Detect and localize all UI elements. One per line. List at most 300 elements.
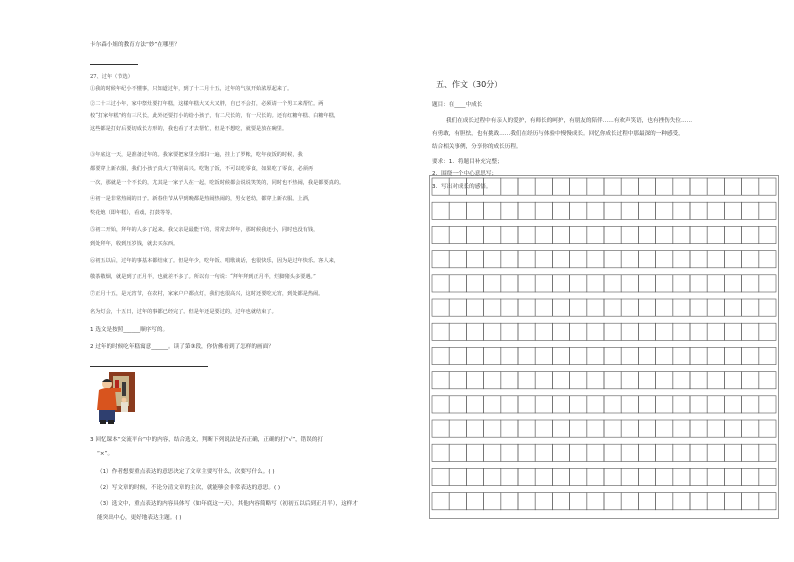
grid-cell[interactable] [673,299,690,316]
grid-cell[interactable] [466,372,483,389]
grid-cell[interactable] [432,275,449,292]
grid-cell[interactable] [552,444,569,461]
grid-cell[interactable] [621,251,638,268]
grid-cell[interactable] [484,420,501,437]
grid-cell[interactable] [570,251,587,268]
grid-cell[interactable] [656,444,673,461]
grid-cell[interactable] [518,323,535,340]
grid-cell[interactable] [638,226,655,243]
grid-cell[interactable] [621,202,638,219]
grid-cell[interactable] [449,444,466,461]
grid-cell[interactable] [432,420,449,437]
grid-cell[interactable] [466,299,483,316]
grid-cell[interactable] [466,444,483,461]
grid-cell[interactable] [621,468,638,485]
grid-cell[interactable] [432,493,449,510]
grid-cell[interactable] [673,178,690,195]
grid-cell[interactable] [759,493,776,510]
grid-cell[interactable] [604,468,621,485]
grid-cell[interactable] [501,251,518,268]
grid-cell[interactable] [570,420,587,437]
grid-cell[interactable] [759,420,776,437]
grid-row[interactable] [432,323,776,340]
grid-cell[interactable] [759,251,776,268]
grid-cell[interactable] [449,275,466,292]
grid-cell[interactable] [501,468,518,485]
grid-cell[interactable] [604,275,621,292]
grid-cell[interactable] [604,251,621,268]
grid-cell[interactable] [432,202,449,219]
grid-cell[interactable] [621,420,638,437]
grid-cell[interactable] [449,226,466,243]
grid-cell[interactable] [673,251,690,268]
grid-cell[interactable] [449,299,466,316]
grid-cell[interactable] [673,202,690,219]
grid-row[interactable] [432,420,776,437]
grid-cell[interactable] [449,347,466,364]
grid-cell[interactable] [466,396,483,413]
grid-cell[interactable] [570,202,587,219]
grid-cell[interactable] [759,468,776,485]
grid-cell[interactable] [484,444,501,461]
grid-cell[interactable] [673,372,690,389]
grid-cell[interactable] [432,347,449,364]
grid-cell[interactable] [656,299,673,316]
writing-grid[interactable] [429,175,794,519]
grid-cell[interactable] [535,202,552,219]
grid-cell[interactable] [432,396,449,413]
grid-cell[interactable] [501,420,518,437]
grid-cell[interactable] [742,493,759,510]
grid-cell[interactable] [587,396,604,413]
grid-cell[interactable] [432,323,449,340]
grid-cell[interactable] [690,202,707,219]
grid-cell[interactable] [724,493,741,510]
grid-cell[interactable] [638,396,655,413]
grid-cell[interactable] [484,251,501,268]
grid-cell[interactable] [484,178,501,195]
grid-cell[interactable] [484,493,501,510]
grid-cell[interactable] [707,251,724,268]
grid-cell[interactable] [484,396,501,413]
grid-cell[interactable] [535,493,552,510]
grid-cell[interactable] [535,444,552,461]
passage-line: ③年底这一天，是准备过年的。我家要把家里全部扫一遍，挂上了罗帐，吃年夜饭的时候，我 [90,152,303,158]
grid-cell[interactable] [742,251,759,268]
grid-cell[interactable] [501,299,518,316]
grid-cell[interactable] [587,251,604,268]
grid-cell[interactable] [587,420,604,437]
grid-row[interactable] [432,372,776,389]
grid-cell[interactable] [759,323,776,340]
grid-cell[interactable] [432,178,449,195]
grid-cell[interactable] [742,396,759,413]
grid-cell[interactable] [742,347,759,364]
grid-cell[interactable] [552,420,569,437]
grid-cell[interactable] [501,347,518,364]
grid-cell[interactable] [656,420,673,437]
grid-cell[interactable] [638,468,655,485]
grid-cell[interactable] [535,275,552,292]
grid-cell[interactable] [673,226,690,243]
grid-cell[interactable] [638,444,655,461]
grid-cell[interactable] [707,420,724,437]
grid-cell[interactable] [690,178,707,195]
grid-cell[interactable] [724,202,741,219]
grid-cell[interactable] [570,323,587,340]
grid-cell[interactable] [742,323,759,340]
grid-cell[interactable] [621,372,638,389]
grid-cell[interactable] [570,226,587,243]
passage-line: 都要穿上新衣服，我们小孩子真大了特别高兴。吃饱了饭，不可以吃零食，如果吃了零食，必须再 [90,166,314,172]
grid-cell[interactable] [570,444,587,461]
grid-cell[interactable] [604,493,621,510]
grid-cell[interactable] [621,275,638,292]
grid-cell[interactable] [484,226,501,243]
grid-cell[interactable] [587,275,604,292]
grid-cell[interactable] [673,493,690,510]
grid-cell[interactable] [742,444,759,461]
grid-cell[interactable] [449,372,466,389]
grid-cell[interactable] [518,226,535,243]
grid-cell[interactable] [656,275,673,292]
grid-cell[interactable] [638,202,655,219]
grid-cell[interactable] [570,299,587,316]
grid-row[interactable] [432,202,776,219]
grid-cell[interactable] [621,299,638,316]
grid-cell[interactable] [535,323,552,340]
grid-cell[interactable] [638,275,655,292]
grid-cell[interactable] [656,347,673,364]
grid-cell[interactable] [742,178,759,195]
grid-cell[interactable] [604,444,621,461]
grid-cell[interactable] [535,299,552,316]
grid-cell[interactable] [742,226,759,243]
grid-cell[interactable] [604,396,621,413]
grid-cell[interactable] [690,372,707,389]
grid-cell[interactable] [587,468,604,485]
grid-cell[interactable] [673,347,690,364]
grid-cell[interactable] [587,347,604,364]
grid-cell[interactable] [724,396,741,413]
grid-cell[interactable] [604,226,621,243]
grid-cell[interactable] [690,468,707,485]
grid-cell[interactable] [673,420,690,437]
grid-cell[interactable] [484,347,501,364]
grid-cell[interactable] [724,468,741,485]
grid-cell[interactable] [484,275,501,292]
grid-cell[interactable] [432,299,449,316]
grid-cell[interactable] [587,372,604,389]
grid-cell[interactable] [518,468,535,485]
grid-cell[interactable] [724,275,741,292]
grid-cell[interactable] [638,493,655,510]
grid-cell[interactable] [552,275,569,292]
grid-cell[interactable] [673,323,690,340]
grid-cell[interactable] [724,420,741,437]
grid-row[interactable] [432,468,776,485]
grid-cell[interactable] [673,396,690,413]
grid-cell[interactable] [518,251,535,268]
grid-cell[interactable] [535,178,552,195]
grid-cell[interactable] [707,493,724,510]
grid-cell[interactable] [501,202,518,219]
grid-row[interactable] [432,275,776,292]
grid-cell[interactable] [673,468,690,485]
grid-cell[interactable] [604,420,621,437]
grid-cell[interactable] [742,420,759,437]
grid-cell[interactable] [501,493,518,510]
grid-cell[interactable] [466,178,483,195]
grid-cell[interactable] [690,251,707,268]
grid-cell[interactable] [742,372,759,389]
grid-cell[interactable] [570,396,587,413]
grid-cell[interactable] [707,396,724,413]
grid-cell[interactable] [501,396,518,413]
grid-cell[interactable] [466,347,483,364]
grid-cell[interactable] [535,396,552,413]
grid-cell[interactable] [759,299,776,316]
grid-cell[interactable] [484,372,501,389]
grid-cell[interactable] [484,323,501,340]
grid-cell[interactable] [587,202,604,219]
grid-cell[interactable] [449,251,466,268]
grid-cell[interactable] [432,226,449,243]
grid-cell[interactable] [466,323,483,340]
grid-cell[interactable] [432,468,449,485]
grid-cell[interactable] [466,251,483,268]
grid-cell[interactable] [621,493,638,510]
grid-cell[interactable] [501,226,518,243]
grid-cell[interactable] [449,493,466,510]
grid-cell[interactable] [724,323,741,340]
grid-cell[interactable] [552,396,569,413]
grid-cell[interactable] [742,468,759,485]
grid-cell[interactable] [432,372,449,389]
grid-cell[interactable] [535,372,552,389]
grid-cell[interactable] [656,493,673,510]
grid-cell[interactable] [535,468,552,485]
grid-cell[interactable] [690,299,707,316]
grid-cell[interactable] [518,202,535,219]
grid-cell[interactable] [759,226,776,243]
grid-cell[interactable] [621,347,638,364]
grid-cell[interactable] [484,468,501,485]
grid-cell[interactable] [690,420,707,437]
grid-cell[interactable] [518,299,535,316]
grid-cell[interactable] [638,178,655,195]
grid-cell[interactable] [604,299,621,316]
grid-cell[interactable] [552,226,569,243]
grid-cell[interactable] [724,251,741,268]
grid-row[interactable] [432,347,776,364]
grid-cell[interactable] [552,347,569,364]
grid-cell[interactable] [759,275,776,292]
grid-cell[interactable] [570,468,587,485]
grid-cell[interactable] [587,444,604,461]
grid-cell[interactable] [673,444,690,461]
grid-cell[interactable] [759,202,776,219]
grid-cell[interactable] [604,323,621,340]
grid-cell[interactable] [570,493,587,510]
grid-cell[interactable] [552,468,569,485]
grid-cell[interactable] [570,347,587,364]
grid-cell[interactable] [501,178,518,195]
grid-cell[interactable] [656,251,673,268]
grid-cell[interactable] [535,420,552,437]
grid-cell[interactable] [690,444,707,461]
grid-cell[interactable] [449,420,466,437]
grid-cell[interactable] [466,275,483,292]
grid-cell[interactable] [707,226,724,243]
grid-cell[interactable] [707,468,724,485]
grid-row[interactable] [432,444,776,461]
grid-cell[interactable] [552,251,569,268]
grid-cell[interactable] [552,299,569,316]
grid-cell[interactable] [604,178,621,195]
grid-row[interactable] [432,396,776,413]
grid-cell[interactable] [707,347,724,364]
grid-cell[interactable] [604,347,621,364]
grid-cell[interactable] [466,202,483,219]
grid-cell[interactable] [638,251,655,268]
grid-row[interactable] [432,299,776,316]
q3-item: （2）写文章的时候，不论分清文章的主次，就能够会非常表达的意思。( ) [97,485,281,491]
grid-cell[interactable] [518,420,535,437]
grid-cell[interactable] [656,178,673,195]
grid-cell[interactable] [552,202,569,219]
grid-cell[interactable] [570,178,587,195]
grid-cell[interactable] [552,323,569,340]
grid-cell[interactable] [518,372,535,389]
grid-cell[interactable] [690,275,707,292]
grid-cell[interactable] [466,493,483,510]
grid-cell[interactable] [432,444,449,461]
grid-cell[interactable] [742,202,759,219]
grid-cell[interactable] [759,396,776,413]
grid-cell[interactable] [690,323,707,340]
grid-cell[interactable] [552,493,569,510]
grid-cell[interactable] [449,202,466,219]
grid-cell[interactable] [742,275,759,292]
grid-cell[interactable] [621,323,638,340]
grid-cell[interactable] [656,202,673,219]
grid-cell[interactable] [518,275,535,292]
grid-cell[interactable] [759,372,776,389]
grid-cell[interactable] [484,202,501,219]
q2-answer-line[interactable] [90,366,208,367]
grid-cell[interactable] [535,347,552,364]
grid-cell[interactable] [707,275,724,292]
grid-cell[interactable] [656,323,673,340]
grid-cell[interactable] [587,299,604,316]
grid-cell[interactable] [466,226,483,243]
grid-cell[interactable] [724,444,741,461]
grid-cell[interactable] [690,347,707,364]
grid-row[interactable] [432,226,776,243]
grid-cell[interactable] [449,396,466,413]
grid-cell[interactable] [552,372,569,389]
grid-cell[interactable] [501,444,518,461]
grid-cell[interactable] [570,372,587,389]
grid-cell[interactable] [656,468,673,485]
grid-cell[interactable] [724,372,741,389]
grid-row[interactable] [432,178,776,195]
grid-cell[interactable] [518,493,535,510]
grid-cell[interactable] [587,226,604,243]
grid-cell[interactable] [638,420,655,437]
grid-cell[interactable] [449,468,466,485]
grid-cell[interactable] [535,226,552,243]
grid-cell[interactable] [466,420,483,437]
grid-cell[interactable] [724,226,741,243]
grid-cell[interactable] [656,226,673,243]
grid-cell[interactable] [656,372,673,389]
grid-cell[interactable] [518,178,535,195]
grid-cell[interactable] [724,299,741,316]
grid-cell[interactable] [707,202,724,219]
grid-cell[interactable] [724,178,741,195]
grid-cell[interactable] [501,372,518,389]
grid-cell[interactable] [707,178,724,195]
grid-cell[interactable] [673,275,690,292]
grid-cell[interactable] [638,372,655,389]
q26-answer-line[interactable] [90,64,138,65]
grid-cell[interactable] [449,178,466,195]
grid-row[interactable] [432,493,776,510]
grid-cell[interactable] [621,178,638,195]
grid-cell[interactable] [656,396,673,413]
grid-cell[interactable] [535,251,552,268]
grid-cell[interactable] [501,323,518,340]
grid-cell[interactable] [621,226,638,243]
grid-cell[interactable] [432,251,449,268]
grid-cell[interactable] [690,396,707,413]
grid-cell[interactable] [466,468,483,485]
grid-cell[interactable] [690,493,707,510]
grid-row[interactable] [432,251,776,268]
grid-cell[interactable] [604,202,621,219]
grid-cell[interactable] [587,178,604,195]
grid-cell[interactable] [518,347,535,364]
grid-cell[interactable] [638,323,655,340]
grid-cell[interactable] [484,299,501,316]
grid-cell[interactable] [690,226,707,243]
grid-cell[interactable] [501,275,518,292]
grid-cell[interactable] [604,372,621,389]
grid-cell[interactable] [621,444,638,461]
grid-cell[interactable] [707,299,724,316]
grid-cell[interactable] [638,299,655,316]
grid-cell[interactable] [552,178,569,195]
grid-cell[interactable] [518,444,535,461]
grid-cell[interactable] [518,396,535,413]
grid-cell[interactable] [724,347,741,364]
grid-cell[interactable] [621,396,638,413]
grid-cell[interactable] [707,372,724,389]
grid-cell[interactable] [759,347,776,364]
grid-cell[interactable] [759,178,776,195]
grid-cell[interactable] [707,323,724,340]
grid-cell[interactable] [638,347,655,364]
grid-cell[interactable] [449,323,466,340]
grid-cell[interactable] [742,299,759,316]
grid-cell[interactable] [587,323,604,340]
grid-cell[interactable] [587,493,604,510]
grid-cell[interactable] [570,275,587,292]
grid-cell[interactable] [759,444,776,461]
grid-cell[interactable] [707,444,724,461]
